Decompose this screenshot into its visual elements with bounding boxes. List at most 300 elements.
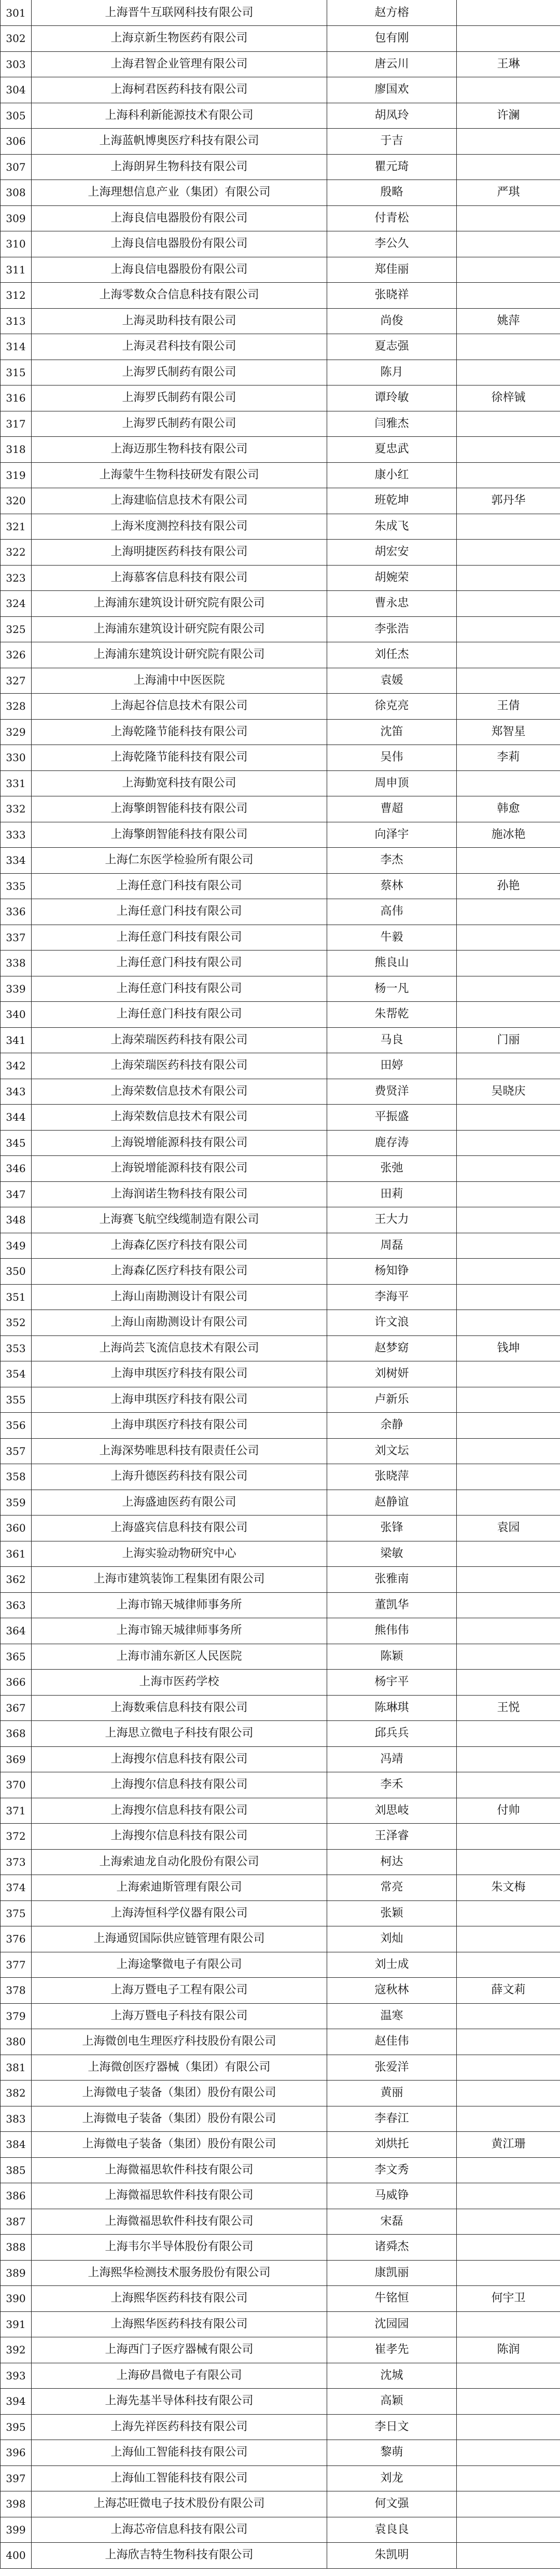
person-name: 诸舜杰	[327, 2235, 457, 2261]
row-number: 358	[1, 1464, 32, 1490]
table-row	[1, 1387, 560, 1413]
table-row	[1, 2235, 560, 2261]
company-name: 上海尚芸飞流信息技术有限公司	[32, 1335, 327, 1361]
person-name: 刘树妍	[327, 1361, 457, 1387]
row-number: 368	[1, 1721, 32, 1747]
extra-name	[457, 1105, 560, 1131]
table-row	[1, 540, 560, 566]
extra-name	[457, 2209, 560, 2235]
extra-name	[457, 1413, 560, 1439]
company-name: 上海荣瑞医药科技有限公司	[32, 1027, 327, 1053]
extra-name	[457, 129, 560, 155]
table-row	[1, 1926, 560, 1952]
table-row	[1, 1875, 560, 1901]
extra-name	[457, 1952, 560, 1978]
person-name: 朱帮乾	[327, 1002, 457, 1028]
person-name: 李春江	[327, 2106, 457, 2132]
company-name: 上海任意门科技有限公司	[32, 925, 327, 950]
table-row	[1, 1644, 560, 1670]
row-number: 347	[1, 1181, 32, 1207]
table-row	[1, 488, 560, 514]
row-number: 325	[1, 616, 32, 642]
person-name: 李杰	[327, 848, 457, 874]
company-name: 上海升德医药科技有限公司	[32, 1464, 327, 1490]
table-row	[1, 129, 560, 155]
row-number: 361	[1, 1541, 32, 1567]
company-name: 上海建临信息技术有限公司	[32, 488, 327, 514]
person-name: 王泽睿	[327, 1824, 457, 1850]
row-number: 355	[1, 1387, 32, 1413]
extra-name	[457, 283, 560, 309]
person-name: 马威铮	[327, 2183, 457, 2209]
person-name: 陈月	[327, 360, 457, 385]
person-name: 张爱洋	[327, 2055, 457, 2081]
extra-name: 韩愈	[457, 796, 560, 822]
extra-name	[457, 1130, 560, 1156]
table-row	[1, 154, 560, 180]
table-row	[1, 308, 560, 334]
company-name: 上海迈那生物科技有限公司	[32, 437, 327, 463]
extra-name	[457, 1310, 560, 1336]
person-name: 张晓祥	[327, 283, 457, 309]
table-row	[1, 26, 560, 52]
company-name: 上海市锦天城律师事务所	[32, 1618, 327, 1644]
extra-name	[457, 2029, 560, 2055]
company-name: 上海万暨电子科技有限公司	[32, 2003, 327, 2029]
table-row	[1, 1310, 560, 1336]
company-name: 上海微福思软件科技有限公司	[32, 2183, 327, 2209]
person-name: 李海平	[327, 1284, 457, 1310]
table-row	[1, 1490, 560, 1516]
company-name: 上海良信电器股份有限公司	[32, 257, 327, 283]
row-number: 308	[1, 180, 32, 206]
extra-name	[457, 1592, 560, 1618]
row-number: 398	[1, 2491, 32, 2517]
company-name: 上海微福思软件科技有限公司	[32, 2209, 327, 2235]
row-number: 362	[1, 1567, 32, 1593]
table-row	[1, 770, 560, 796]
row-number: 386	[1, 2183, 32, 2209]
extra-name	[457, 642, 560, 668]
extra-name: 王倩	[457, 694, 560, 720]
company-name: 上海蓝帆博奥医疗科技有限公司	[32, 129, 327, 155]
extra-name	[457, 1670, 560, 1696]
company-name: 上海起谷信息技术有限公司	[32, 694, 327, 720]
company-name: 上海搜尔信息科技有限公司	[32, 1746, 327, 1772]
person-name: 刘任杰	[327, 642, 457, 668]
extra-name: 吴晓庆	[457, 1079, 560, 1105]
row-number: 365	[1, 1644, 32, 1670]
table-row	[1, 231, 560, 257]
extra-name	[457, 2440, 560, 2466]
extra-name	[457, 668, 560, 694]
person-name: 周申顶	[327, 770, 457, 796]
row-number: 380	[1, 2029, 32, 2055]
company-name: 上海擎朗智能科技有限公司	[32, 822, 327, 848]
person-name: 杨宇平	[327, 1670, 457, 1696]
company-name: 上海微电子装备（集团）股份有限公司	[32, 2081, 327, 2106]
person-name: 刘灿	[327, 1926, 457, 1952]
company-name: 上海蒙牛生物科技研发有限公司	[32, 462, 327, 488]
extra-name: 钱坤	[457, 1335, 560, 1361]
extra-name: 郭丹华	[457, 488, 560, 514]
person-name: 刘思岐	[327, 1798, 457, 1824]
company-name: 上海灵君科技有限公司	[32, 334, 327, 360]
person-name: 黎萌	[327, 2440, 457, 2466]
table-row	[1, 2491, 560, 2517]
company-name: 上海索迪龙自动化股份有限公司	[32, 1849, 327, 1875]
company-name: 上海市医药学校	[32, 1670, 327, 1696]
row-number: 318	[1, 437, 32, 463]
person-name: 沈笛	[327, 719, 457, 745]
row-number: 323	[1, 565, 32, 591]
person-name: 冯靖	[327, 1746, 457, 1772]
company-name: 上海良信电器股份有限公司	[32, 231, 327, 257]
person-name: 高颖	[327, 2389, 457, 2415]
extra-name	[457, 205, 560, 231]
table-row	[1, 1541, 560, 1567]
extra-name	[457, 2414, 560, 2440]
extra-name	[457, 899, 560, 925]
table-row	[1, 899, 560, 925]
row-number: 343	[1, 1079, 32, 1105]
person-name: 付青松	[327, 205, 457, 231]
row-number: 377	[1, 1952, 32, 1978]
extra-name	[457, 1053, 560, 1079]
extra-name: 王琳	[457, 51, 560, 77]
row-number: 319	[1, 462, 32, 488]
row-number: 379	[1, 2003, 32, 2029]
table-row	[1, 334, 560, 360]
row-number: 306	[1, 129, 32, 155]
table-row	[1, 719, 560, 745]
person-name: 崔孝先	[327, 2337, 457, 2363]
table-row	[1, 565, 560, 591]
person-name: 朱凯明	[327, 2543, 457, 2569]
person-name: 赵方榕	[327, 0, 457, 26]
row-number: 315	[1, 360, 32, 385]
extra-name	[457, 77, 560, 103]
company-name: 上海搜尔信息科技有限公司	[32, 1772, 327, 1798]
table-row	[1, 2260, 560, 2286]
row-number: 396	[1, 2440, 32, 2466]
company-name: 上海灵助科技有限公司	[32, 308, 327, 334]
company-name: 上海市建筑装饰工程集团有限公司	[32, 1567, 327, 1593]
row-number: 373	[1, 1849, 32, 1875]
table-row	[1, 1670, 560, 1696]
row-number: 311	[1, 257, 32, 283]
row-number: 326	[1, 642, 32, 668]
company-name: 上海罗氏制药有限公司	[32, 360, 327, 385]
company-name: 上海晋牛互联网科技有限公司	[32, 0, 327, 26]
table-row	[1, 1438, 560, 1464]
row-number: 301	[1, 0, 32, 26]
extra-name: 王悦	[457, 1695, 560, 1721]
company-name: 上海荣瑞医药科技有限公司	[32, 1053, 327, 1079]
extra-name	[457, 514, 560, 540]
extra-name: 郑智星	[457, 719, 560, 745]
table-row	[1, 976, 560, 1002]
row-number: 336	[1, 899, 32, 925]
extra-name: 施冰艳	[457, 822, 560, 848]
person-name: 张晓萍	[327, 1464, 457, 1490]
person-name: 沈城	[327, 2363, 457, 2389]
table-row	[1, 1079, 560, 1105]
company-name: 上海微创医疗器械（集团）有限公司	[32, 2055, 327, 2081]
company-name: 上海万暨电子工程有限公司	[32, 1978, 327, 2004]
row-number: 354	[1, 1361, 32, 1387]
person-name: 胡宏安	[327, 540, 457, 566]
row-number: 367	[1, 1695, 32, 1721]
extra-name: 何宇卫	[457, 2286, 560, 2312]
company-name: 上海微福思软件科技有限公司	[32, 2157, 327, 2183]
person-name: 常亮	[327, 1875, 457, 1901]
table-row	[1, 0, 560, 26]
company-name: 上海搜尔信息科技有限公司	[32, 1798, 327, 1824]
table-row	[1, 2311, 560, 2337]
person-name: 陈琳琪	[327, 1695, 457, 1721]
person-name: 牛毅	[327, 925, 457, 950]
table-row	[1, 1361, 560, 1387]
extra-name	[457, 2260, 560, 2286]
person-name: 李禾	[327, 1772, 457, 1798]
table-row	[1, 2209, 560, 2235]
company-name: 上海熙华医药科技有限公司	[32, 2286, 327, 2312]
person-name: 鹿存涛	[327, 1130, 457, 1156]
extra-name	[457, 1746, 560, 1772]
extra-name	[457, 770, 560, 796]
table-row	[1, 1567, 560, 1593]
extra-name	[457, 1490, 560, 1516]
row-number: 371	[1, 1798, 32, 1824]
table-row	[1, 1900, 560, 1926]
table-row	[1, 848, 560, 874]
table-row	[1, 385, 560, 411]
table-row	[1, 1053, 560, 1079]
company-name: 上海勤宽科技有限公司	[32, 770, 327, 796]
extra-name	[457, 1438, 560, 1464]
row-number: 391	[1, 2311, 32, 2337]
row-number: 369	[1, 1746, 32, 1772]
row-number: 366	[1, 1670, 32, 1696]
company-name: 上海实验动物研究中心	[32, 1541, 327, 1567]
row-number: 307	[1, 154, 32, 180]
table-row	[1, 2106, 560, 2132]
row-number: 313	[1, 308, 32, 334]
extra-name	[457, 1464, 560, 1490]
company-name: 上海荣数信息技术有限公司	[32, 1105, 327, 1131]
person-name: 宋磊	[327, 2209, 457, 2235]
company-name: 上海矽昌微电子有限公司	[32, 2363, 327, 2389]
table-row	[1, 2337, 560, 2363]
extra-name	[457, 2081, 560, 2106]
extra-name	[457, 2235, 560, 2261]
company-name: 上海理想信息产业（集团）有限公司	[32, 180, 327, 206]
extra-name	[457, 411, 560, 437]
person-name: 瞿元琦	[327, 154, 457, 180]
row-number: 324	[1, 591, 32, 617]
company-name: 上海浦东建筑设计研究院有限公司	[32, 616, 327, 642]
table-row	[1, 2363, 560, 2389]
row-number: 333	[1, 822, 32, 848]
person-name: 李文秀	[327, 2157, 457, 2183]
person-name: 何文强	[327, 2491, 457, 2517]
table-row	[1, 2055, 560, 2081]
row-number: 304	[1, 77, 32, 103]
row-number: 353	[1, 1335, 32, 1361]
person-name: 徐克亮	[327, 694, 457, 720]
extra-name: 徐梓铖	[457, 385, 560, 411]
extra-name	[457, 231, 560, 257]
table-row	[1, 205, 560, 231]
company-name: 上海朗昇生物科技有限公司	[32, 154, 327, 180]
row-number: 357	[1, 1438, 32, 1464]
table-row	[1, 1233, 560, 1259]
company-name: 上海任意门科技有限公司	[32, 950, 327, 976]
extra-name: 朱文梅	[457, 1875, 560, 1901]
company-name: 上海熙华医药科技有限公司	[32, 2311, 327, 2337]
row-number: 305	[1, 103, 32, 129]
person-name: 李张浩	[327, 616, 457, 642]
table-row	[1, 1002, 560, 1028]
extra-name: 袁园	[457, 1516, 560, 1541]
company-name: 上海先基半导体科技有限公司	[32, 2389, 327, 2415]
table-row	[1, 360, 560, 385]
person-name: 周磊	[327, 1233, 457, 1259]
extra-name	[457, 848, 560, 874]
row-number: 327	[1, 668, 32, 694]
table-row	[1, 1824, 560, 1850]
company-name: 上海科利新能源技术有限公司	[32, 103, 327, 129]
extra-name	[457, 1002, 560, 1028]
company-name: 上海赛飞航空线缆制造有限公司	[32, 1207, 327, 1233]
person-name: 刘烘托	[327, 2132, 457, 2158]
extra-name	[457, 1618, 560, 1644]
extra-name	[457, 334, 560, 360]
person-name: 马良	[327, 1027, 457, 1053]
person-name: 陈颖	[327, 1644, 457, 1670]
company-name: 上海微电子装备（集团）股份有限公司	[32, 2106, 327, 2132]
company-name: 上海搜尔信息科技有限公司	[32, 1824, 327, 1850]
extra-name	[457, 2517, 560, 2543]
person-name: 于吉	[327, 129, 457, 155]
table-row	[1, 1592, 560, 1618]
table-row	[1, 616, 560, 642]
extra-name	[457, 2055, 560, 2081]
company-name: 上海先祥医药科技有限公司	[32, 2414, 327, 2440]
extra-name	[457, 1259, 560, 1285]
row-number: 381	[1, 2055, 32, 2081]
extra-name	[457, 1721, 560, 1747]
extra-name	[457, 1233, 560, 1259]
row-number: 348	[1, 1207, 32, 1233]
table-row	[1, 668, 560, 694]
company-name: 上海君智企业管理有限公司	[32, 51, 327, 77]
table-row	[1, 411, 560, 437]
row-number: 393	[1, 2363, 32, 2389]
extra-name	[457, 360, 560, 385]
person-name: 梁敏	[327, 1541, 457, 1567]
table-row	[1, 1849, 560, 1875]
row-number: 389	[1, 2260, 32, 2286]
company-name: 上海通贸国际供应链管理有限公司	[32, 1926, 327, 1952]
company-name: 上海申琪医疗科技有限公司	[32, 1387, 327, 1413]
extra-name	[457, 950, 560, 976]
extra-name	[457, 1387, 560, 1413]
person-name: 郑佳丽	[327, 257, 457, 283]
extra-name	[457, 1900, 560, 1926]
table-row	[1, 283, 560, 309]
row-number: 376	[1, 1926, 32, 1952]
extra-name	[457, 976, 560, 1002]
table-row	[1, 2465, 560, 2491]
row-number: 351	[1, 1284, 32, 1310]
company-name: 上海仙工智能科技有限公司	[32, 2440, 327, 2466]
company-name: 上海微创电生理医疗科技股份有限公司	[32, 2029, 327, 2055]
extra-name: 薛文莉	[457, 1978, 560, 2004]
table-row	[1, 873, 560, 899]
person-name: 黄丽	[327, 2081, 457, 2106]
table-row	[1, 2389, 560, 2415]
company-name: 上海零数众合信息科技有限公司	[32, 283, 327, 309]
person-name: 王大力	[327, 1207, 457, 1233]
company-name: 上海任意门科技有限公司	[32, 976, 327, 1002]
company-name: 上海仙工智能科技有限公司	[32, 2465, 327, 2491]
company-name: 上海深势唯思科技有限责任公司	[32, 1438, 327, 1464]
table-row	[1, 2183, 560, 2209]
row-number: 329	[1, 719, 32, 745]
row-number: 335	[1, 873, 32, 899]
extra-name	[457, 257, 560, 283]
extra-name	[457, 2106, 560, 2132]
row-number: 303	[1, 51, 32, 77]
table-row	[1, 1105, 560, 1131]
extra-name	[457, 26, 560, 52]
person-name: 平振盛	[327, 1105, 457, 1131]
company-name: 上海芯旺微电子技术股份有限公司	[32, 2491, 327, 2517]
row-number: 317	[1, 411, 32, 437]
extra-name	[457, 2389, 560, 2415]
person-name: 张锋	[327, 1516, 457, 1541]
row-number: 352	[1, 1310, 32, 1336]
row-number: 387	[1, 2209, 32, 2235]
table-row	[1, 1027, 560, 1053]
row-number: 360	[1, 1516, 32, 1541]
person-name: 班乾坤	[327, 488, 457, 514]
row-number: 392	[1, 2337, 32, 2363]
table-row	[1, 1207, 560, 1233]
table-row	[1, 1413, 560, 1439]
row-number: 359	[1, 1490, 32, 1516]
person-name: 赵静谊	[327, 1490, 457, 1516]
row-number: 344	[1, 1105, 32, 1131]
person-name: 沈园园	[327, 2311, 457, 2337]
company-name: 上海欣吉特生物科技有限公司	[32, 2543, 327, 2569]
person-name: 唐云川	[327, 51, 457, 77]
extra-name	[457, 0, 560, 26]
person-name: 寇秋林	[327, 1978, 457, 2004]
extra-name: 许澜	[457, 103, 560, 129]
table-row	[1, 2543, 560, 2569]
table-row	[1, 2440, 560, 2466]
extra-name: 黄江珊	[457, 2132, 560, 2158]
company-name: 上海良信电器股份有限公司	[32, 205, 327, 231]
table-row	[1, 1259, 560, 1285]
extra-name	[457, 1849, 560, 1875]
row-number: 382	[1, 2081, 32, 2106]
company-name: 上海山南勘测设计有限公司	[32, 1284, 327, 1310]
extra-name	[457, 1207, 560, 1233]
